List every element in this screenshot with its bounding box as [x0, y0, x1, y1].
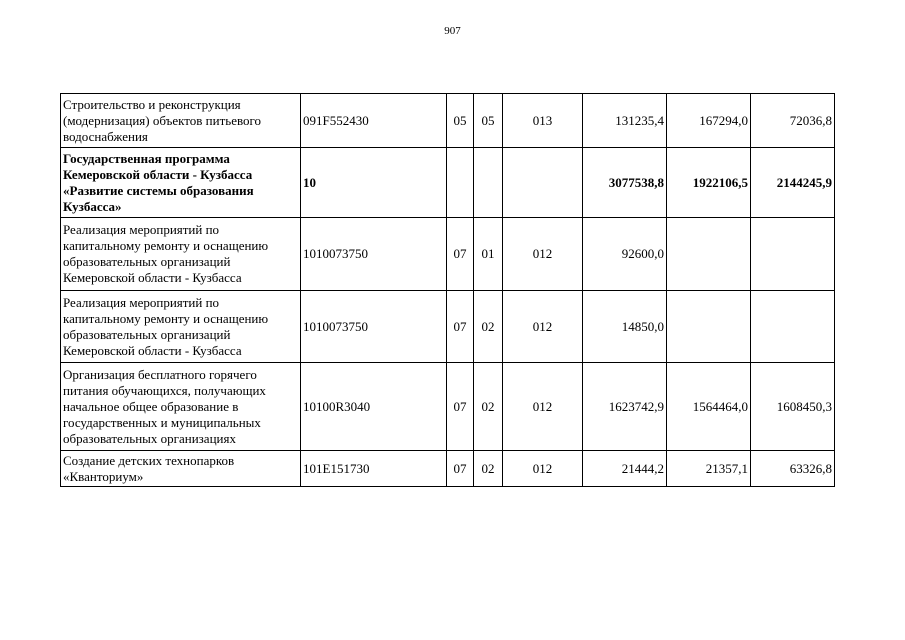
section-cell: 07 — [447, 363, 474, 451]
amount-year1-cell: 131235,4 — [583, 94, 667, 148]
target-code-cell: 1010073750 — [301, 291, 447, 363]
program-name-cell: Реализация мероприятий по капитальному ремонту и оснащению образовательных организаций Кемеровской области - Кузбасса — [61, 218, 301, 291]
section-cell: 07 — [447, 291, 474, 363]
table-row — [61, 363, 835, 451]
expense-type-cell: 012 — [503, 291, 583, 363]
program-name-cell: Организация бесплатного горячего питания обучающихся, получающих начальное общее образование в государственных и муниципальных образовательных организациях — [61, 363, 301, 451]
expense-type-cell: 012 — [503, 451, 583, 487]
table-row — [61, 451, 835, 487]
section-cell: 07 — [447, 451, 474, 487]
subsection-cell — [474, 148, 503, 218]
expense-type-cell: 013 — [503, 94, 583, 148]
section-cell — [447, 148, 474, 218]
subsection-cell: 02 — [474, 451, 503, 487]
amount-year1-cell: 21444,2 — [583, 451, 667, 487]
amount-year3-cell: 2144245,9 — [751, 148, 835, 218]
subsection-cell: 02 — [474, 291, 503, 363]
amount-year3-cell: 1608450,3 — [751, 363, 835, 451]
section-cell: 05 — [447, 94, 474, 148]
program-name-cell: Создание детских технопарков «Кванториум» — [61, 451, 301, 487]
amount-year2-cell: 1564464,0 — [667, 363, 751, 451]
table-row — [61, 291, 835, 363]
budget-table — [60, 93, 835, 487]
target-code-cell: 101E151730 — [301, 451, 447, 487]
section-cell: 07 — [447, 218, 474, 291]
subsection-cell: 01 — [474, 218, 503, 291]
amount-year2-cell: 167294,0 — [667, 94, 751, 148]
expense-type-cell: 012 — [503, 363, 583, 451]
page-number: 907 — [444, 25, 461, 37]
program-name-cell: Реализация мероприятий по капитальному ремонту и оснащению образовательных организаций Кемеровской области - Кузбасса — [61, 291, 301, 363]
expense-type-cell — [503, 148, 583, 218]
amount-year2-cell: 21357,1 — [667, 451, 751, 487]
table-row — [61, 218, 835, 291]
program-name-cell: Государственная программа Кемеровской области - Кузбасса «Развитие системы образования Кузбасса» — [61, 148, 301, 218]
target-code-cell: 10 — [301, 148, 447, 218]
target-code-cell: 10100R3040 — [301, 363, 447, 451]
amount-year3-cell — [751, 218, 835, 291]
amount-year1-cell: 14850,0 — [583, 291, 667, 363]
amount-year2-cell — [667, 291, 751, 363]
amount-year3-cell: 63326,8 — [751, 451, 835, 487]
target-code-cell: 1010073750 — [301, 218, 447, 291]
amount-year3-cell — [751, 291, 835, 363]
table-row — [61, 148, 835, 218]
program-name-cell: Строительство и реконструкция (модернизация) объектов питьевого водоснабжения — [61, 94, 301, 148]
table-row — [61, 94, 835, 148]
amount-year2-cell — [667, 218, 751, 291]
amount-year1-cell: 1623742,9 — [583, 363, 667, 451]
amount-year2-cell: 1922106,5 — [667, 148, 751, 218]
expense-type-cell: 012 — [503, 218, 583, 291]
target-code-cell: 091F552430 — [301, 94, 447, 148]
amount-year1-cell: 92600,0 — [583, 218, 667, 291]
amount-year3-cell: 72036,8 — [751, 94, 835, 148]
subsection-cell: 02 — [474, 363, 503, 451]
amount-year1-cell: 3077538,8 — [583, 148, 667, 218]
subsection-cell: 05 — [474, 94, 503, 148]
